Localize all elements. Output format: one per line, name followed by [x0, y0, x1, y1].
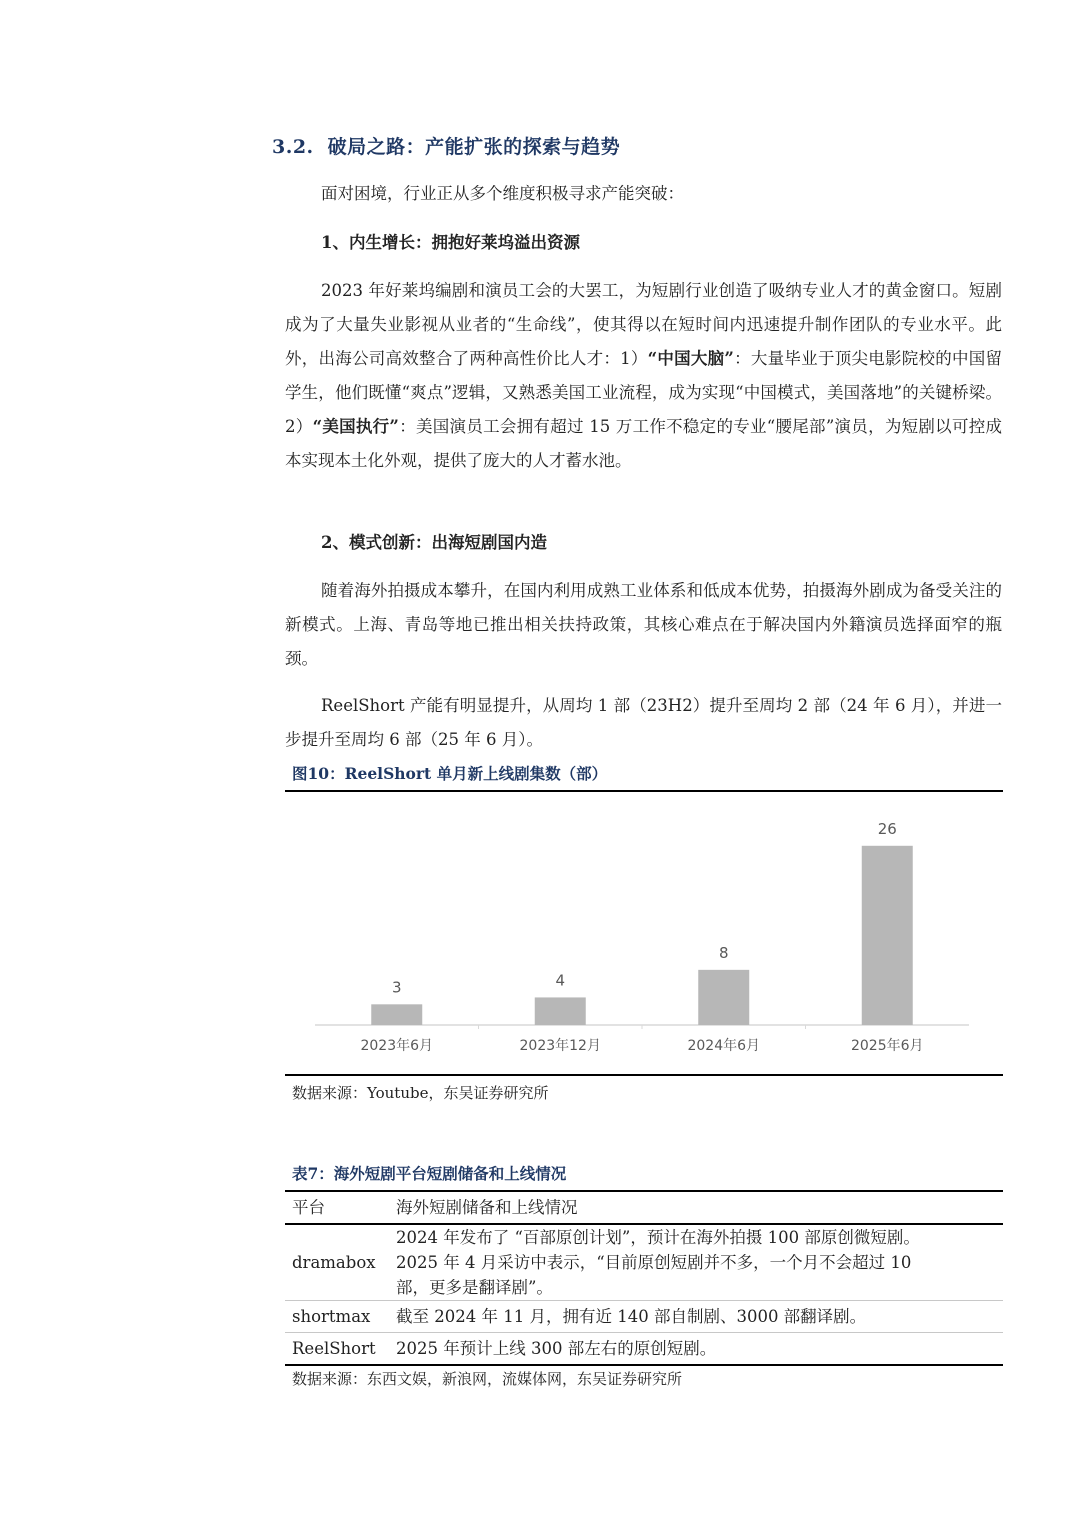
- bar-1: [535, 997, 586, 1025]
- subheading-model-innovation: 2、模式创新：出海短剧国内造: [321, 533, 547, 552]
- bar-chart: [285, 792, 1003, 1074]
- bold-china-brain: “中国大脑”: [647, 349, 734, 368]
- header-status: 海外短剧储备和上线情况: [389, 1191, 1003, 1224]
- platform-cell: ReelShort: [285, 1333, 389, 1365]
- bar-3: [862, 846, 913, 1025]
- table-row: [285, 1333, 1003, 1365]
- figure-source: 数据来源：Youtube，东吴证券研究所: [292, 1084, 549, 1102]
- data-label: 8: [718, 943, 729, 962]
- platform-cell: shortmax: [285, 1301, 389, 1333]
- status-cell: [389, 1333, 1003, 1365]
- domestic-production-paragraph: 随着海外拍摄成本攀升，在国内利用成熟工业体系和低成本优势，拍摄海外剧成为备受关注的新模式。上海、青岛等地已推出相关扶持政策，其核心难点在于解决国内外籍演员选择面窄的瓶颈。: [285, 581, 1002, 668]
- section-title: [272, 132, 620, 159]
- status-line: 2025 年 4 月采访中表示，“目前原创短剧并不多，一个月不会超过 10: [396, 1253, 912, 1272]
- bold-us-execution: “美国执行”: [312, 417, 399, 436]
- status-line: 截至 2024 年 11 月，拥有近 140 部自制剧、3000 部翻译剧。: [396, 1307, 867, 1326]
- table-caption: 表7：海外短剧平台短剧储备和上线情况: [292, 1164, 567, 1183]
- status-cell: [389, 1224, 1003, 1301]
- header-platform: 平台: [285, 1191, 389, 1224]
- figure-caption: 图10：ReelShort 单月新上线剧集数（部）: [292, 764, 608, 783]
- table-row: [285, 1301, 1003, 1333]
- hollywood-paragraph: [285, 274, 1002, 478]
- hollywood-text-a: 2023 年好莱坞编剧和演员工会的大罢工，为短剧行业创造了吸纳专业人才的黄金窗口。短剧成为了大量失业影视从业者的“生命线”，使其得以在短时间内迅速提升制作团队的专业水平。此外，出海公司高效整合了两种高性价比人才：1）: [285, 281, 1002, 368]
- x-tick-label: 2023年6月: [360, 1038, 434, 1054]
- table-header-row: [285, 1191, 1003, 1224]
- status-line: 2024 年发布了 “百部原创计划”，预计在海外拍摄 100 部原创微短剧。: [396, 1228, 920, 1247]
- section-number: 3.2.: [272, 136, 314, 158]
- x-tick-label: 2024年6月: [687, 1038, 761, 1054]
- hollywood-text-c: ：美国演员工会拥有超过 15 万工作不稳定的专业“腰尾部”演员，为短剧以可控成本实现本土化外观，提供了庞大的人才蓄水池。: [285, 417, 1003, 470]
- platform-cell: dramabox: [285, 1224, 389, 1301]
- data-label: 3: [391, 978, 402, 997]
- data-label: 4: [555, 971, 566, 990]
- x-tick-label: 2023年12月: [519, 1038, 601, 1054]
- bar-0: [371, 1004, 422, 1025]
- status-line: 部，更多是翻译剧”。: [396, 1278, 553, 1297]
- intro-paragraph: 面对困境，行业正从多个维度积极寻求产能突破：: [321, 184, 684, 203]
- table-row: [285, 1224, 1003, 1301]
- status-line: 2025 年预计上线 300 部左右的原创短剧。: [396, 1338, 717, 1358]
- bar-2: [698, 970, 749, 1025]
- reelshort-capacity-paragraph: ReelShort 产能有明显提升，从周均 1 部（23H2）提升至周均 2 部（24 年 6 月），并进一步提升至周均 6 部（25 年 6 月）。: [285, 696, 1002, 749]
- data-label: 26: [877, 819, 897, 838]
- hollywood-text-b: ：大量毕业于顶尖电影院校的中国留学生，他们既懂“爽点”逻辑，又熟悉美国工业流程，成为实现“中国模式，美国落地”的关键桥梁。2）: [285, 349, 1003, 436]
- x-tick-label: 2025年6月: [850, 1038, 924, 1054]
- status-cell: [389, 1301, 1003, 1333]
- figure-bottom-rule: [285, 1074, 1003, 1076]
- subheading-internal-growth: 1、内生增长：拥抱好莱坞溢出资源: [321, 233, 580, 252]
- table-source: 数据来源：东西文娱，新浪网，流媒体网，东吴证券研究所: [292, 1370, 683, 1388]
- section-title-text: 破局之路：产能扩张的探索与趋势: [327, 136, 621, 158]
- platform-table: [285, 1190, 1003, 1366]
